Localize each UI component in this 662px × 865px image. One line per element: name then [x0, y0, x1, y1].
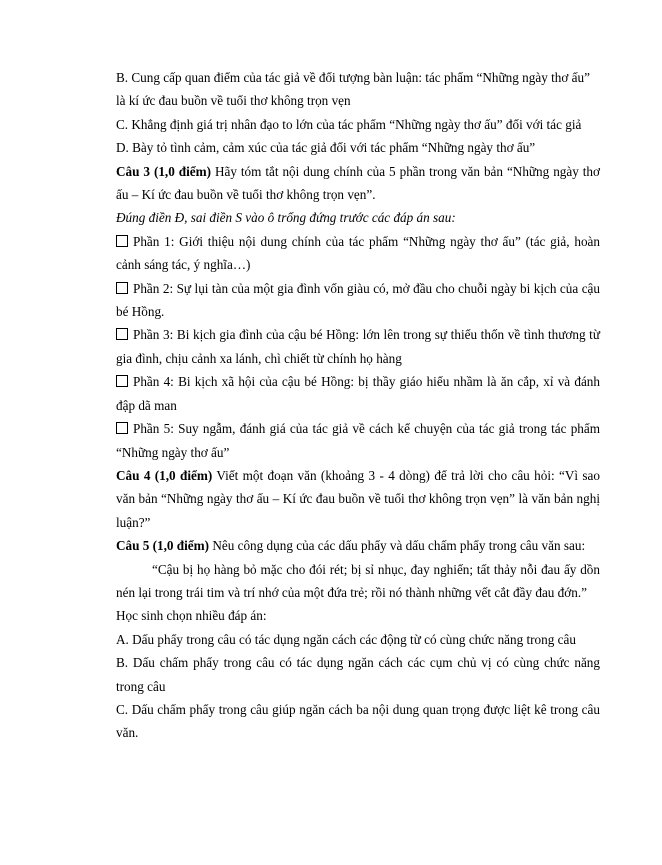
part-3[interactable]: [116, 323, 600, 370]
part-2-text: Phần 2: Sự lụi tàn của một gia đình vốn giàu có, mở đầu cho chuỗi ngày bi kịch của cậu bé Hồng.: [116, 280, 600, 320]
question-3: [116, 160, 600, 207]
option-b-line-2: là kí ức đau buồn về tuổi thơ không trọn vẹn: [116, 93, 351, 109]
part-3-text: Phần 3: Bi kịch gia đình của cậu bé Hồng: lớn lên trong sự thiếu thốn về tình thương từ gia đình, chịu cảnh xa lánh, chì chiết từ chính họ hàng: [116, 327, 600, 366]
part-1-text: Phần 1: Giới thiệu nội dung chính của tác phẩm “Những ngày thơ ấu” (tác giả, hoàn cảnh sáng tác, ý nghĩa…): [116, 233, 600, 273]
checkbox[interactable]: [116, 235, 128, 247]
question-5: [116, 534, 600, 557]
part-2[interactable]: [116, 277, 600, 324]
checkbox[interactable]: [116, 375, 128, 387]
part-5[interactable]: [116, 417, 600, 464]
q5-option-a[interactable]: A. Dấu phẩy trong câu có tác dụng ngăn cách các động từ có cùng chức năng trong câu: [116, 631, 576, 647]
part-4[interactable]: [116, 370, 600, 417]
question-5-label: Câu 5 (1,0 điểm): [116, 538, 210, 554]
question-4-text: Viết một đoạn văn (khoảng 3 - 4 dòng) để trả lời cho câu hỏi: “Vì sao văn bản “Những ngày thơ ấu – Kí ức đau buồn về tuổi thơ không trọn vẹn” là văn bản nghị luận?”: [116, 467, 600, 530]
question-4-label: Câu 4 (1,0 điểm): [116, 467, 213, 483]
checkbox[interactable]: [116, 328, 128, 340]
part-4-text: Phần 4: Bi kịch xã hội của cậu bé Hồng: bị thầy giáo hiểu nhầm là ăn cắp, xỉ và đánh đập dã man: [116, 374, 600, 413]
question-3-label: Câu 3 (1,0 điểm): [116, 163, 211, 179]
option-c: C. Khẳng định giá trị nhân đạo to lớn của tác phẩm “Những ngày thơ ấu” đối với tác giả: [116, 116, 582, 132]
question-3-instruction: Đúng điền Đ, sai điền S vào ô trống đứng trước các đáp án sau:: [116, 210, 456, 226]
checkbox[interactable]: [116, 282, 128, 294]
q5-option-b[interactable]: B. Dấu chấm phẩy trong câu có tác dụng ngăn cách các cụm chủ vị có cùng chức năng trong câu: [116, 655, 600, 694]
document-page: [116, 66, 600, 745]
multi-choice-note: Học sinh chọn nhiều đáp án:: [116, 608, 267, 624]
part-1[interactable]: [116, 230, 600, 277]
part-5-text: Phần 5: Suy ngẫm, đánh giá của tác giả về cách kể chuyện của tác giả trong tác phẩm “Những ngày thơ ấu”: [116, 421, 600, 460]
question-5-text: Nêu công dụng của các dấu phẩy và dấu chấm phẩy trong câu văn sau:: [209, 538, 586, 554]
option-d: D. Bày tỏ tình cảm, cảm xúc của tác giả đối với tác phẩm “Những ngày thơ ấu”: [116, 140, 536, 156]
option-b-line-1: B. Cung cấp quan điểm của tác giả về đối tượng bàn luận: tác phẩm “Những ngày thơ ấu”: [116, 70, 590, 85]
question-3-text: Hãy tóm tắt nội dung chính của 5 phần trong văn bản “Những ngày thơ ấu – Kí ức đau buồn về tuổi thơ không trọn vẹn”.: [116, 163, 601, 203]
question-4: [116, 464, 600, 534]
checkbox[interactable]: [116, 422, 128, 434]
quote: “Cậu bị họ hàng bỏ mặc cho đói rét; bị sỉ nhục, đay nghiến; tất thảy nỗi đau ấy dồn nén lại trong trái tim và trí nhớ của một đứa trẻ; rồi nó thành những vết cắt đầy đau đớn.”: [116, 561, 600, 600]
q5-option-c[interactable]: C. Dấu chấm phẩy trong câu giúp ngăn cách ba nội dung quan trọng được liệt kê trong câu văn.: [116, 701, 600, 741]
